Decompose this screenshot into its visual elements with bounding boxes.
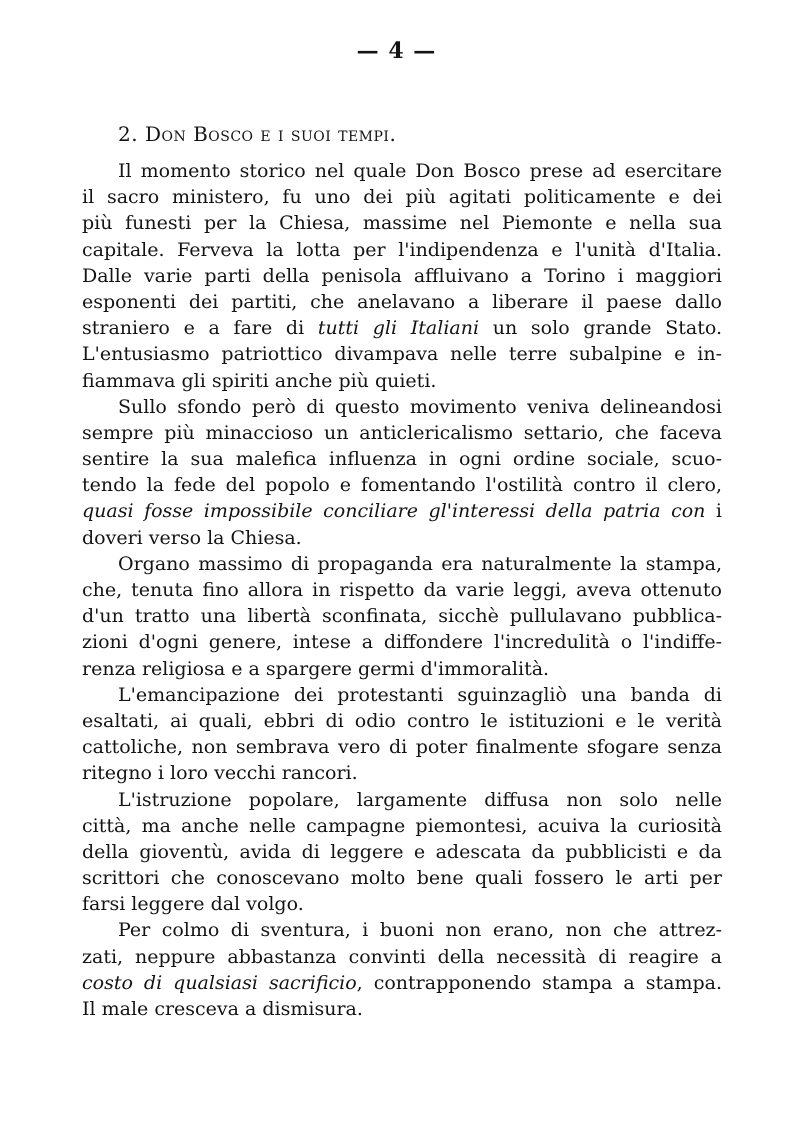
section-heading xyxy=(118,122,396,146)
text-segment: d'un tratto una libertà sconfinata, sicchè pullulavano pubblica- xyxy=(82,605,722,628)
text-line xyxy=(82,577,722,603)
text-line xyxy=(82,184,722,210)
text-segment: Sullo sfondo però di questo movimento veniva delineandosi xyxy=(118,395,722,418)
text-line xyxy=(82,341,722,367)
text-segment: sempre più minaccioso un anticlericalismo settario, che faceva xyxy=(82,421,722,444)
text-line xyxy=(82,656,722,682)
text-line xyxy=(82,787,722,813)
text-line xyxy=(82,525,722,551)
text-segment: farsi leggere dal volgo. xyxy=(82,893,304,916)
text-segment: della gioventù, avida di leggere e adescata da pubblicisti e da xyxy=(82,840,722,863)
text-segment: Il male cresceva a dismisura. xyxy=(82,998,363,1020)
text-line xyxy=(82,734,722,760)
text-line xyxy=(82,708,722,734)
text-line xyxy=(82,263,722,289)
paragraph xyxy=(82,682,722,787)
text-line xyxy=(82,970,722,996)
text-segment: L'emancipazione dei protestanti sguinzagliò una banda di xyxy=(118,683,722,706)
text-segment: cattoliche, non sembrava vero di poter finalmente sfogare senza xyxy=(82,736,722,759)
text-segment: fiammava gli spiriti anche più quieti. xyxy=(82,369,437,392)
text-segment: Dalle varie parti della penisola affluivano a Torino i maggiori xyxy=(82,264,722,287)
text-segment: sentire la sua malefica influenza in ogni ordine sociale, scuo- xyxy=(82,448,722,471)
text-segment: doveri verso la Chiesa. xyxy=(82,526,302,549)
text-segment: zioni d'ogni genere, intese a diffondere l'incredulità o l'indiffe- xyxy=(82,631,722,654)
text-line xyxy=(82,315,722,341)
text-segment: capitale. Ferveva la lotta per l'indipendenza e l'unità d'Italia. xyxy=(82,238,722,261)
text-line xyxy=(82,498,722,524)
text-segment: Il momento storico nel quale Don Bosco prese ad esercitare xyxy=(118,160,722,182)
text-line xyxy=(82,289,722,315)
text-line xyxy=(82,839,722,865)
text-line xyxy=(82,603,722,629)
text-segment: L'entusiasmo patriottico divampava nelle terre subalpine e in- xyxy=(82,343,722,366)
italic-text: tutti gli Italiani xyxy=(317,317,480,340)
text-segment: più funesti per la Chiesa, massime nel Piemonte e nella sua xyxy=(82,212,722,235)
text-segment: straniero e a fare di xyxy=(82,317,318,340)
paragraph xyxy=(82,787,722,918)
italic-text: costo di qualsiasi sacrificio xyxy=(82,971,357,994)
text-segment: renza religiosa e a spargere germi d'immoralità. xyxy=(82,657,550,680)
italic-text: quasi fosse impossibile conciliare gl'interessi della patria con xyxy=(82,500,706,523)
text-line xyxy=(82,237,722,263)
text-segment: esponenti dei partiti, che anelavano a liberare il paese dallo xyxy=(82,290,722,313)
text-segment: i xyxy=(705,500,722,523)
text-line xyxy=(82,551,722,577)
section-title: Don Bosco e i suoi tempi. xyxy=(144,122,397,146)
text-line xyxy=(82,210,722,236)
text-line xyxy=(82,368,722,394)
paragraph xyxy=(82,551,722,682)
text-line xyxy=(82,813,722,839)
paragraph xyxy=(82,394,722,551)
text-segment: tendo la fede del popolo e fomentando l'ostilità contro il clero, xyxy=(82,474,722,497)
text-line xyxy=(82,394,722,420)
text-segment: un solo grande Stato. xyxy=(479,317,722,340)
text-line xyxy=(82,865,722,891)
text-segment: ritegno i loro vecchi rancori. xyxy=(82,762,358,785)
text-segment: zati, neppure abbastanza convinti della necessità di reagire a xyxy=(82,945,722,968)
paragraph xyxy=(82,158,722,394)
text-line xyxy=(82,682,722,708)
text-line xyxy=(82,446,722,472)
text-segment: il sacro ministero, fu uno dei più agitati politicamente e dei xyxy=(82,186,722,209)
text-line xyxy=(82,891,722,917)
text-segment: esaltati, ai quali, ebbri di odio contro le istituzioni e le verità xyxy=(82,709,722,732)
text-line xyxy=(82,629,722,655)
text-segment: che, tenuta fino allora in rispetto da varie leggi, aveva ottenuto xyxy=(82,579,722,601)
text-line xyxy=(82,944,722,970)
text-segment: città, ma anche nelle campagne piemontesi, acuiva la curiosità xyxy=(82,814,722,837)
text-segment: scrittori che conoscevano molto bene quali fossero le arti per xyxy=(82,867,722,890)
text-line xyxy=(82,760,722,786)
body-text xyxy=(82,158,722,1022)
text-line xyxy=(82,996,722,1022)
text-line xyxy=(82,472,722,498)
text-line xyxy=(82,158,722,184)
section-number: 2. xyxy=(118,122,139,146)
text-segment: L'istruzione popolare, largamente diffusa non solo nelle xyxy=(118,788,722,811)
text-segment: , contrapponendo stampa a stampa. xyxy=(356,971,722,994)
page-number: — 4 — xyxy=(356,38,437,64)
paragraph xyxy=(82,917,722,1022)
text-segment: Per colmo di sventura, i buoni non erano, non che attrez- xyxy=(118,919,722,942)
text-segment: Organo massimo di propaganda era naturalmente la stampa, xyxy=(118,552,722,575)
text-line xyxy=(82,420,722,446)
text-line xyxy=(82,917,722,943)
